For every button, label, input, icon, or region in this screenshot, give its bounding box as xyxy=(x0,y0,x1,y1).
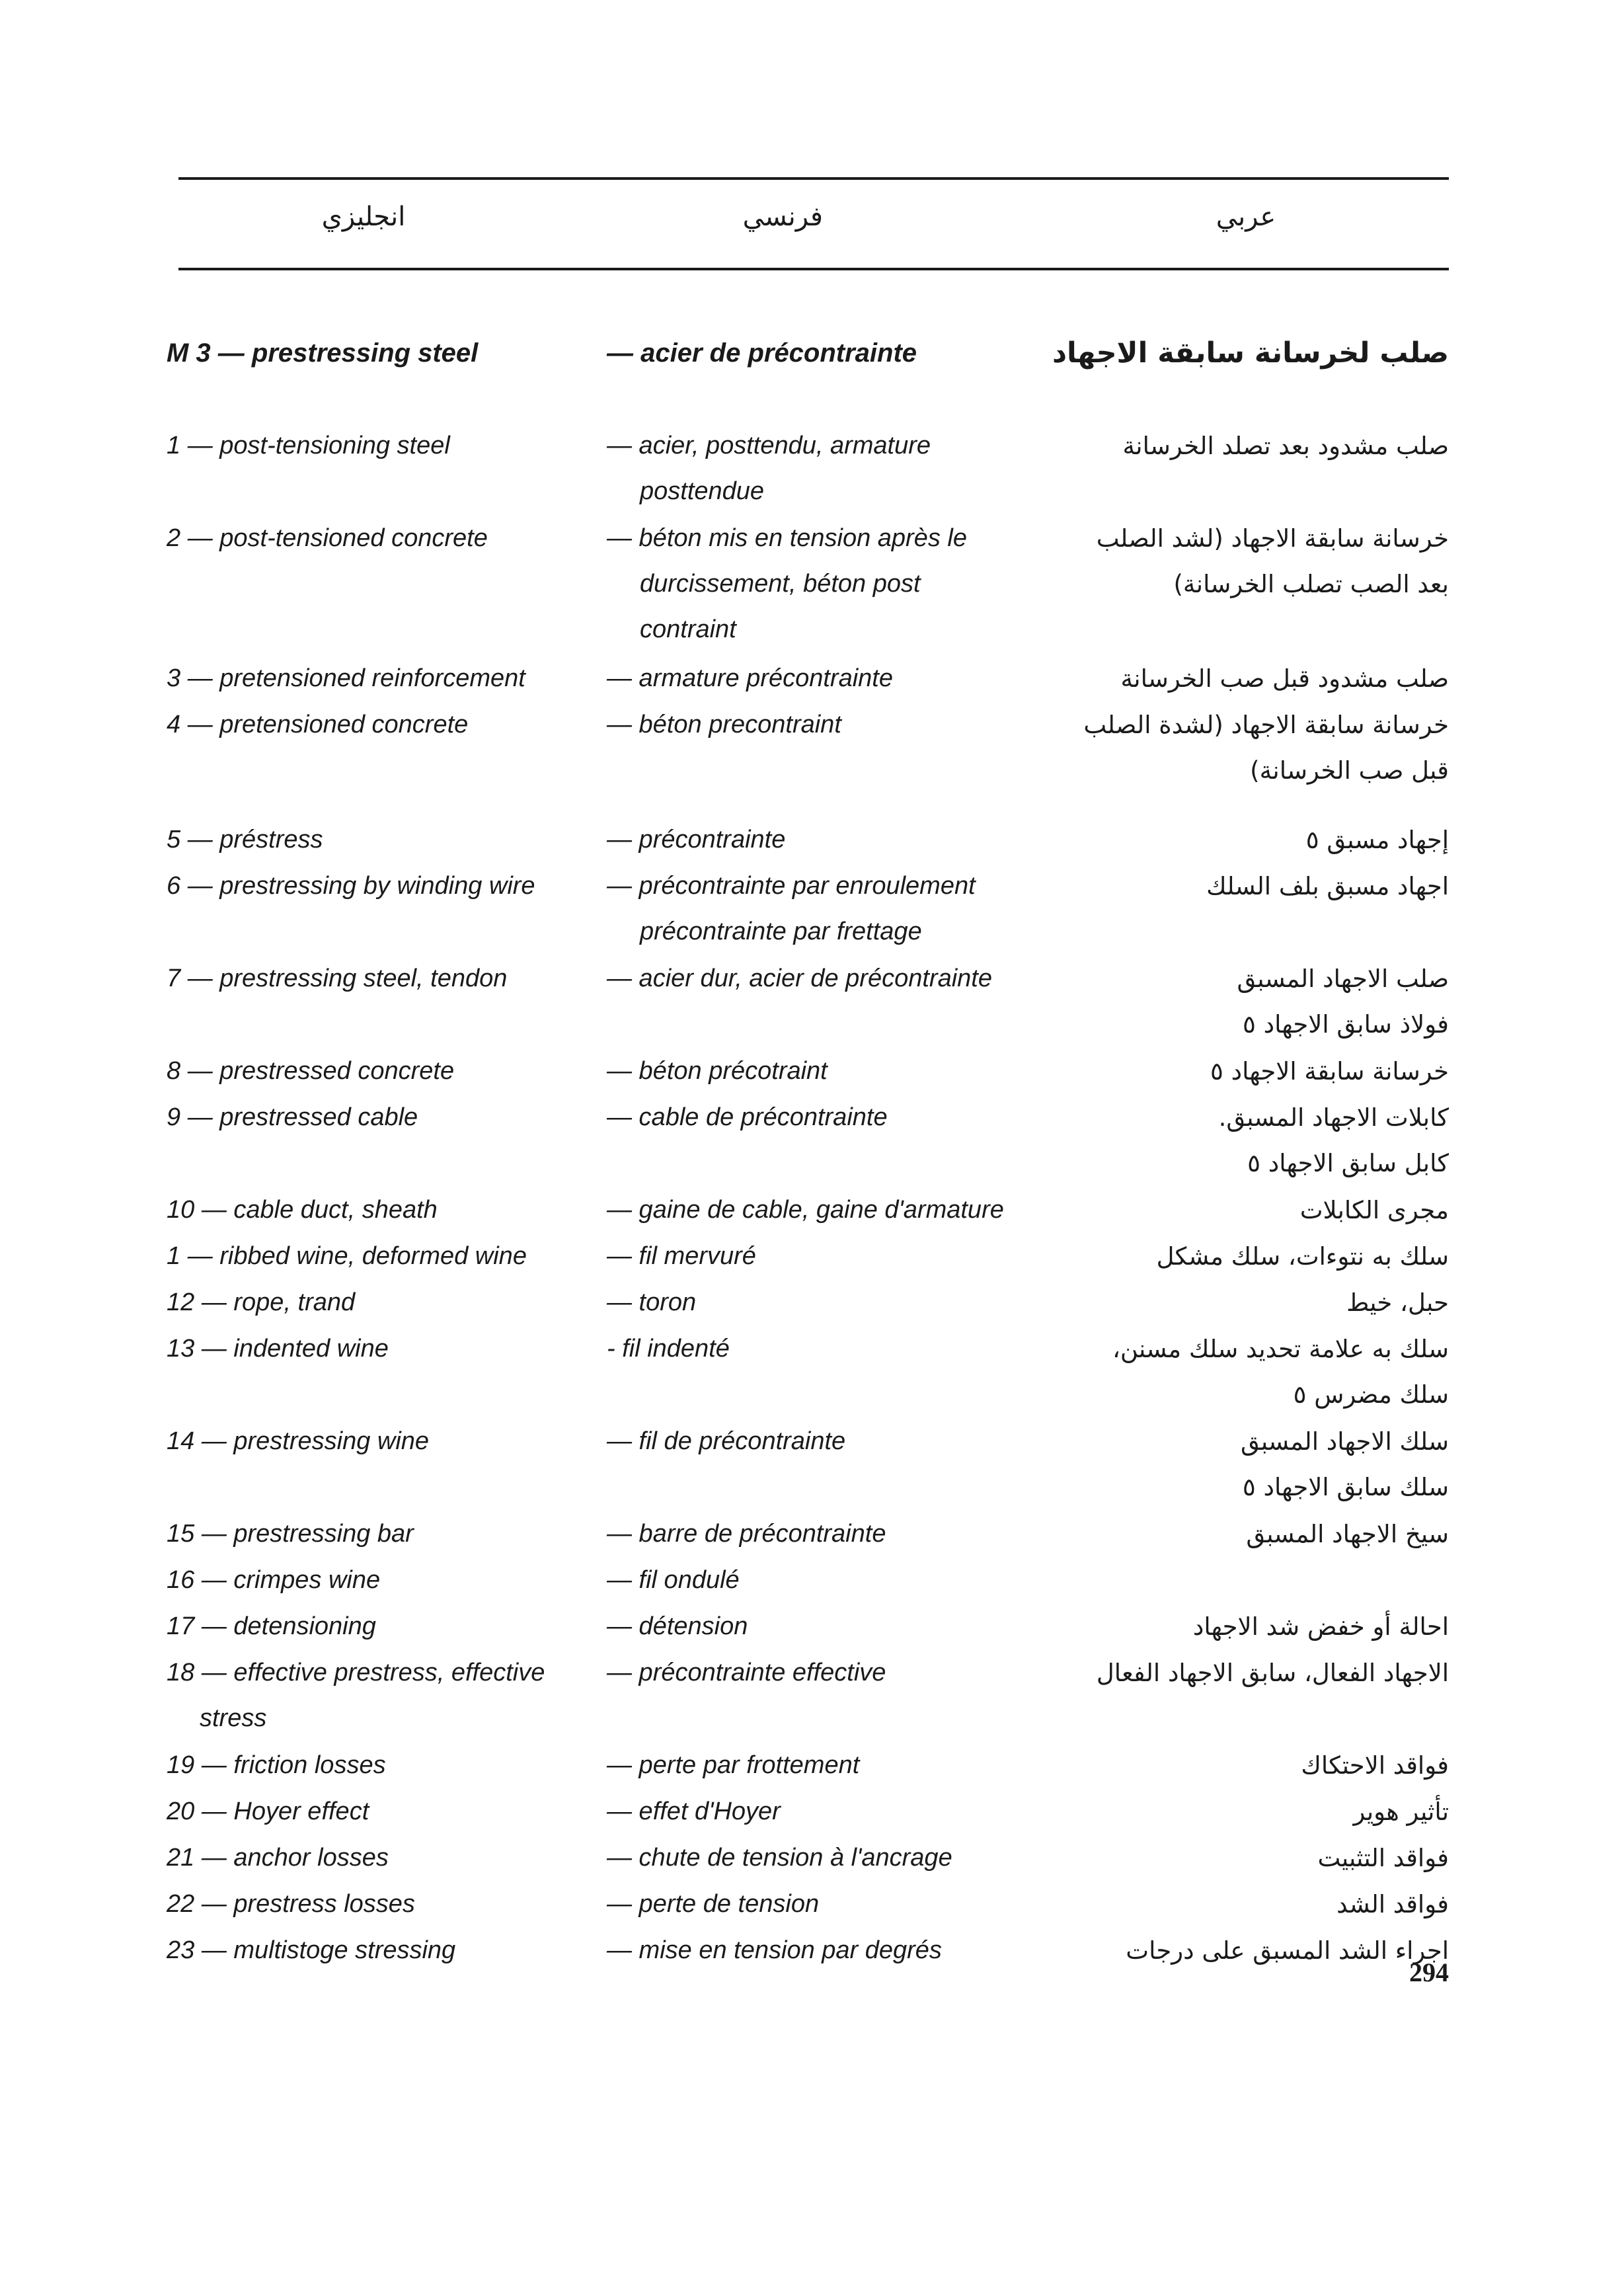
term-line: — béton précotraint xyxy=(607,1057,828,1085)
english-term xyxy=(167,956,507,1002)
term-line: — fil de précontrainte xyxy=(607,1427,846,1455)
arabic-term xyxy=(973,1049,1449,1094)
term-line: فولاذ سابق الاجهاد ٥ xyxy=(1242,1010,1449,1039)
term-line: 21 — anchor losses xyxy=(167,1844,389,1872)
term-line: سلك به نتوءات، سلك مشكل xyxy=(1156,1242,1449,1271)
term-line: 6 — prestressing by winding wire xyxy=(167,872,535,900)
header-arabic: عربي xyxy=(1216,202,1276,232)
term-line: — acier dur, acier de précontrainte xyxy=(607,965,992,992)
term-line: — fil mervuré xyxy=(607,1242,756,1270)
term-line: — précontrainte effective xyxy=(607,1659,886,1686)
header-top-rule xyxy=(178,177,1449,180)
arabic-term xyxy=(973,1280,1449,1326)
french-term xyxy=(607,956,992,1002)
term-line: — fil ondulé xyxy=(607,1566,740,1594)
arabic-term xyxy=(973,1187,1449,1233)
term-line: 1 — ribbed wine, deformed wine xyxy=(167,1242,527,1270)
term-line: صلب الاجهاد المسبق xyxy=(1237,965,1449,993)
french-term xyxy=(607,516,967,653)
term-line: 22 — prestress losses xyxy=(167,1890,415,1918)
term-line: فواقد الشد xyxy=(1336,1890,1449,1919)
english-term xyxy=(167,331,478,376)
arabic-term xyxy=(973,1604,1449,1649)
arabic-term xyxy=(973,1835,1449,1881)
term-line: 3 — pretensioned reinforcement xyxy=(167,664,525,692)
french-term xyxy=(607,656,893,701)
term-line: 10 — cable duct, sheath xyxy=(167,1196,438,1224)
term-line: — béton precontraint xyxy=(607,711,841,738)
french-term xyxy=(607,1928,942,1973)
page-number: 294 xyxy=(1409,1958,1449,1987)
french-term xyxy=(607,423,931,514)
arabic-term xyxy=(973,702,1449,793)
french-term xyxy=(607,1789,781,1835)
english-term xyxy=(167,702,468,748)
english-term xyxy=(167,1049,454,1094)
term-line: durcissement, béton post xyxy=(640,570,921,598)
term-line: 14 — prestressing wine xyxy=(167,1427,430,1455)
arabic-term xyxy=(973,331,1449,376)
term-line: خرسانة سابقة الاجهاد ٥ xyxy=(1210,1057,1449,1086)
english-term xyxy=(167,1419,429,1464)
arabic-term xyxy=(973,1881,1449,1927)
term-line: - fil indenté xyxy=(607,1335,730,1363)
term-line: 18 — effective prestress, effective xyxy=(167,1659,545,1686)
french-term xyxy=(607,1280,696,1326)
term-line: سلك مضرس ٥ xyxy=(1293,1380,1449,1409)
french-term xyxy=(607,1650,886,1696)
term-line: فواقد التثبيت xyxy=(1317,1844,1449,1872)
term-line: 15 — prestressing bar xyxy=(167,1520,414,1548)
french-term xyxy=(607,1419,845,1464)
english-term xyxy=(167,1187,438,1233)
term-line: 12 — rope, trand xyxy=(167,1288,356,1316)
term-line: — toron xyxy=(607,1288,697,1316)
english-term xyxy=(167,1326,389,1372)
term-line: — précontrainte par enroulement xyxy=(607,872,976,900)
term-line: — acier, posttendu, armature xyxy=(607,432,931,459)
term-line: خرسانة سابقة الاجهاد (لشد الصلب xyxy=(1096,524,1449,553)
english-term xyxy=(167,1743,386,1788)
term-line: سلك سابق الاجهاد ٥ xyxy=(1242,1473,1449,1501)
term-line: — gaine de cable, gaine d'armature xyxy=(607,1196,1004,1224)
term-line: 5 — préstress xyxy=(167,826,323,853)
arabic-term xyxy=(973,1234,1449,1279)
term-line: بعد الصب تصلب الخرسانة) xyxy=(1173,570,1449,598)
header-french: فرنسي xyxy=(742,202,823,232)
term-line: — armature précontrainte xyxy=(607,664,893,692)
term-line: سلك الاجهاد المسبق xyxy=(1241,1427,1449,1456)
term-line: اجهاد مسبق بلف السلك xyxy=(1206,872,1449,900)
term-line: كابل سابق الاجهاد ٥ xyxy=(1247,1149,1449,1177)
term-line: 17 — detensioning xyxy=(167,1612,376,1640)
term-line: M 3 — prestressing steel xyxy=(167,338,479,368)
term-line: contraint xyxy=(640,615,736,643)
term-line: 16 — crimpes wine xyxy=(167,1566,381,1594)
term-line: — précontrainte xyxy=(607,826,786,853)
term-line: احالة أو خفض شد الاجهاد xyxy=(1192,1612,1449,1641)
term-line: stress xyxy=(200,1704,267,1732)
english-term xyxy=(167,863,535,909)
term-line: — effet d'Hoyer xyxy=(607,1798,781,1825)
french-term xyxy=(607,1511,886,1557)
term-line: 9 — prestressed cable xyxy=(167,1103,418,1131)
french-term xyxy=(607,1835,952,1881)
arabic-term xyxy=(973,1650,1449,1696)
english-term xyxy=(167,1280,355,1326)
french-term xyxy=(607,1558,740,1603)
english-term xyxy=(167,1881,415,1927)
english-term xyxy=(167,1835,389,1881)
english-term xyxy=(167,1650,545,1741)
arabic-term xyxy=(973,1511,1449,1557)
term-line: سلك به علامة تحديد سلك مسنن، xyxy=(1112,1335,1449,1363)
term-line: — chute de tension à l'ancrage xyxy=(607,1844,952,1872)
term-line: حبل، خيط xyxy=(1346,1288,1449,1317)
french-term xyxy=(607,1881,819,1927)
arabic-term xyxy=(973,423,1449,469)
term-line: صلب لخرسانة سابقة الاجهاد xyxy=(1052,336,1449,370)
french-term xyxy=(607,817,785,863)
term-line: 4 — pretensioned concrete xyxy=(167,711,469,738)
english-term xyxy=(167,1234,527,1279)
term-line: 1 — post-tensioning steel xyxy=(167,432,450,459)
term-line: 8 — prestressed concrete xyxy=(167,1057,455,1085)
term-line: 19 — friction losses xyxy=(167,1751,386,1779)
french-term xyxy=(607,1604,748,1649)
term-line: 2 — post-tensioned concrete xyxy=(167,524,488,552)
term-line: 7 — prestressing steel, tendon xyxy=(167,965,508,992)
english-term xyxy=(167,1928,455,1973)
term-line: إجهاد مسبق ٥ xyxy=(1305,826,1449,854)
english-term xyxy=(167,656,525,701)
english-term xyxy=(167,516,488,561)
term-line: précontrainte par frettage xyxy=(640,918,922,945)
arabic-term xyxy=(973,516,1449,607)
french-term xyxy=(607,702,841,748)
term-line: الاجهاد الفعال، سابق الاجهاد الفعال xyxy=(1096,1659,1449,1687)
term-line: — détension xyxy=(607,1612,748,1640)
english-term xyxy=(167,423,450,469)
english-term xyxy=(167,1604,376,1649)
english-term xyxy=(167,1511,414,1557)
term-line: 20 — Hoyer effect xyxy=(167,1798,369,1825)
english-term xyxy=(167,1558,380,1603)
arabic-term xyxy=(973,956,1449,1047)
term-line: — acier de précontrainte xyxy=(607,338,917,368)
french-term xyxy=(607,1326,730,1372)
term-line: posttendue xyxy=(640,477,765,505)
english-term xyxy=(167,1789,369,1835)
term-line: — mise en tension par degrés xyxy=(607,1936,942,1964)
arabic-term xyxy=(973,1928,1449,1973)
term-line: فواقد الاحتكاك xyxy=(1301,1751,1449,1780)
french-term xyxy=(607,1049,828,1094)
term-line: — cable de précontrainte xyxy=(607,1103,888,1131)
arabic-term xyxy=(973,1743,1449,1788)
term-line: كابلات الاجهاد المسبق. xyxy=(1218,1103,1449,1132)
term-line: قبل صب الخرسانة) xyxy=(1250,756,1449,785)
arabic-term xyxy=(973,1326,1449,1417)
arabic-term xyxy=(973,863,1449,909)
header-bottom-rule xyxy=(178,268,1449,270)
term-line: 13 — indented wine xyxy=(167,1335,389,1363)
arabic-term xyxy=(973,817,1449,863)
english-term xyxy=(167,817,323,863)
term-line: اجراء الشد المسبق على درجات xyxy=(1126,1936,1449,1965)
term-line: صلب مشدود بعد تصلد الخرسانة xyxy=(1122,432,1449,460)
english-term xyxy=(167,1095,418,1140)
arabic-term xyxy=(973,1789,1449,1835)
term-line: خرسانة سابقة الاجهاد (لشدة الصلب xyxy=(1083,711,1449,739)
arabic-term xyxy=(973,1419,1449,1510)
term-line: سيخ الاجهاد المسبق xyxy=(1246,1520,1449,1548)
term-line: مجرى الكابلات xyxy=(1299,1196,1449,1224)
french-term xyxy=(607,863,976,955)
header-english: انجليزي xyxy=(321,202,406,232)
french-term xyxy=(607,1187,1004,1233)
french-term xyxy=(607,1095,888,1140)
french-term xyxy=(607,331,917,376)
term-line: — perte de tension xyxy=(607,1890,820,1918)
french-term xyxy=(607,1234,756,1279)
term-line: — perte par frottement xyxy=(607,1751,860,1779)
term-line: تأثير هوير xyxy=(1353,1798,1449,1826)
arabic-term xyxy=(973,1095,1449,1186)
french-term xyxy=(607,1743,859,1788)
term-line: — béton mis en tension après le xyxy=(607,524,967,552)
term-line: — barre de précontrainte xyxy=(607,1520,886,1548)
arabic-term xyxy=(973,656,1449,701)
term-line: 23 — multistoge stressing xyxy=(167,1936,456,1964)
term-line: صلب مشدود قبل صب الخرسانة xyxy=(1120,664,1449,693)
